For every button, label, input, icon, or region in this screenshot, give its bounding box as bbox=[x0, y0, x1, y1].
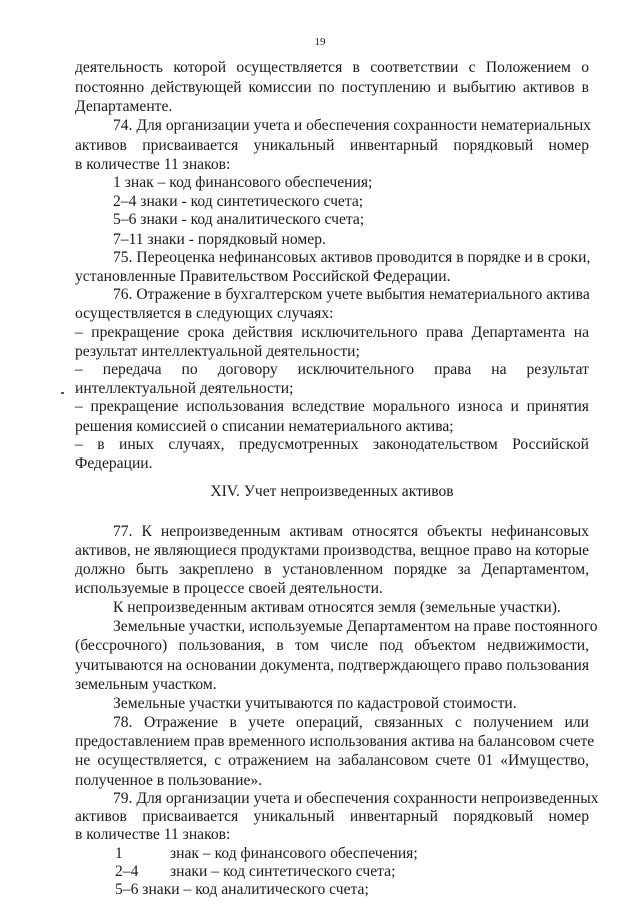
scan-mark bbox=[61, 392, 64, 394]
list-item: 7–11 знаки - порядковый номер. bbox=[113, 230, 326, 248]
text-line: должно быть закреплено в установленном порядке за Департаментом, bbox=[75, 560, 589, 578]
text-line: активов присваивается уникальный инвентарный порядковый номер bbox=[75, 136, 589, 154]
text-line: 76. Отражение в бухгалтерском учете выбытия нематериального актива bbox=[113, 286, 590, 304]
text-line: осуществляется в следующих случаях: bbox=[75, 305, 334, 323]
code-list-text: знаки – код синтетического счета; bbox=[170, 862, 396, 880]
text-line: 75. Переоценка нефинансовых активов проводится в порядке и в сроки, bbox=[113, 248, 591, 266]
text-line: используемые в процессе своей деятельности. bbox=[75, 579, 383, 597]
text-line: 77. К непроизведенным активам относятся объекты нефинансовых bbox=[113, 522, 589, 540]
text-line: результат интеллектуальной деятельности; bbox=[75, 342, 360, 360]
text-line: 78. Отражение в учете операций, связанных с получением или bbox=[113, 714, 589, 731]
list-item: 5–6 знаки - код аналитического счета; bbox=[113, 211, 365, 229]
code-list-number: 1 bbox=[115, 844, 123, 862]
code-list-text: знак – код финансового обеспечения; bbox=[170, 844, 418, 862]
text-line: Земельные участки, используемые Департаментом на праве постоянного bbox=[113, 618, 598, 636]
text-line: интеллектуальной деятельности; bbox=[75, 380, 294, 398]
list-item: 1 знак – код финансового обеспечения; bbox=[113, 174, 373, 191]
text-line: полученное в пользование». bbox=[75, 771, 263, 789]
text-line: постоянно действующей комиссии по поступлению и выбытию активов в bbox=[75, 79, 589, 97]
page-number: 19 bbox=[314, 36, 326, 48]
list-item: 2–4 знаки - код синтетического счета; bbox=[113, 193, 364, 211]
text-line: – передача по договору исключительного права на результат bbox=[75, 361, 589, 378]
text-line: земельным участком. bbox=[75, 675, 217, 693]
text-line: (бессрочного) пользования, в том числе под объектом недвижимости, bbox=[75, 637, 589, 655]
text-line: 74. Для организации учета и обеспечения сохранности нематериальных bbox=[113, 117, 591, 135]
text-line: – в иных случаях, предусмотренных законодательством Российской bbox=[75, 435, 589, 453]
text-line: Федерации. bbox=[75, 454, 153, 472]
text-line: в количестве 11 знаков: bbox=[75, 155, 231, 173]
text-line: в количестве 11 знаков: bbox=[75, 826, 231, 844]
text-line: учитываются на основании документа, подтверждающего право пользования bbox=[75, 656, 589, 674]
code-list-number: 5–6 знаки – код аналитического счета; bbox=[115, 881, 369, 898]
text-line: активов, не являющиеся продуктами производства, вещное право на которые bbox=[75, 541, 589, 559]
section-heading: XIV. Учет непроизведенных активов bbox=[210, 483, 454, 501]
text-line: 79. Для организации учета и обеспечения сохранности непроизведенных bbox=[113, 789, 599, 807]
text-line: – прекращение использования вследствие морального износа и принятия bbox=[75, 398, 589, 416]
text-line: решения комиссией о списании нематериального актива; bbox=[75, 417, 454, 435]
text-line: – прекращение срока действия исключительного права Департамента на bbox=[75, 323, 589, 341]
text-line: не осуществляется, с отражением на забалансовом счете 01 «Имущество, bbox=[75, 752, 589, 770]
text-line: К непроизведенным активам относятся земля (земельные участки). bbox=[113, 599, 561, 617]
text-line: предоставлением прав временного использования актива на балансовом счете bbox=[75, 733, 595, 751]
text-line: установленные Правительством Российской Федерации. bbox=[75, 267, 451, 285]
text-line: Земельные участки учитываются по кадастровой стоимости. bbox=[113, 694, 517, 712]
code-list-number: 2–4 bbox=[115, 862, 139, 880]
text-line: Департаменте. bbox=[75, 98, 173, 116]
text-line: активов присваивается уникальный инвентарный порядковый номер bbox=[75, 808, 589, 825]
text-line: деятельность которой осуществляется в соответствии с Положением о bbox=[75, 59, 589, 76]
